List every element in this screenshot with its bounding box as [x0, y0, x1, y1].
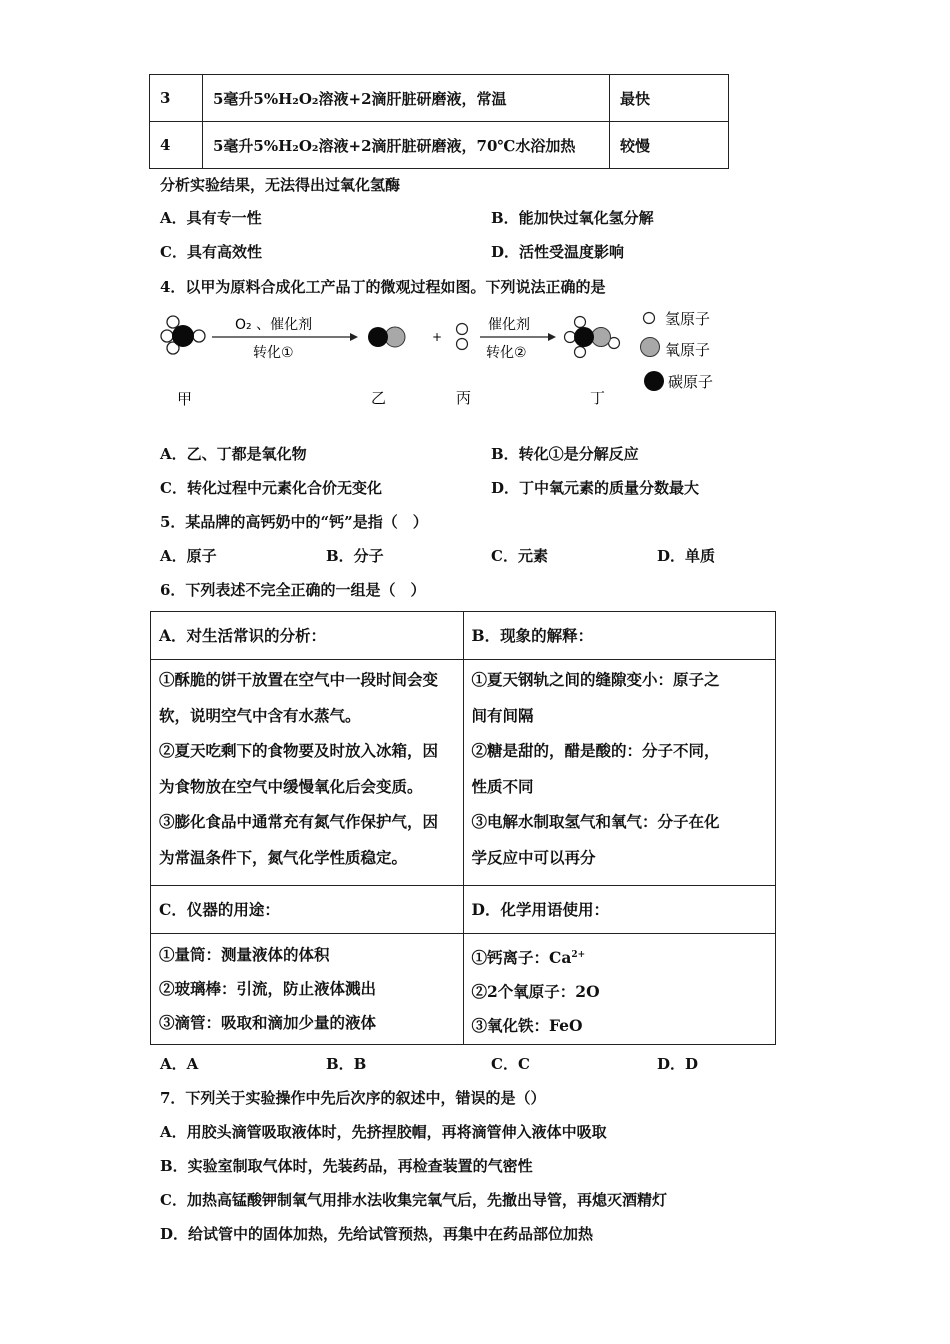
legend-carbon: 碳原子 [668, 373, 714, 391]
q3-option-c[interactable]: C．具有高效性 [160, 243, 262, 261]
c-line-2: ②玻璃棒：引流，防止液体溅出 [159, 979, 377, 998]
cell-d-header: D．化学用语使用： [463, 886, 776, 934]
q3-option-a[interactable]: A．具有专一性 [160, 209, 262, 227]
q4-option-a[interactable]: A．乙、丁都是氧化物 [160, 445, 307, 463]
row-condition: 5毫升5%H₂O₂溶液+2滴肝脏研磨液，常温 [203, 75, 610, 122]
q3-option-d[interactable]: D．活性受温度影响 [491, 243, 625, 261]
carbon-atom-icon [644, 371, 664, 391]
table-row [150, 122, 729, 169]
row-number: 4 [150, 122, 203, 169]
a-line-1: ①酥脆的饼干放置在空气中一段时间会变 [159, 670, 439, 689]
table-row [151, 886, 776, 934]
q7-stem: 7．下列关于实验操作中先后次序的叙述中，错误的是（） [160, 1089, 546, 1107]
q4-option-b[interactable]: B．转化①是分解反应 [491, 445, 639, 463]
a-line-5: ③膨化食品中通常充有氮气作保护气，因 [159, 812, 439, 831]
q7-option-b[interactable]: B．实验室制取气体时，先装药品，再检查装置的气密性 [160, 1157, 533, 1175]
b-line-2: 间有间隔 [471, 705, 534, 725]
molecule-jia [161, 316, 205, 354]
b-line-6: 学反应中可以再分 [471, 847, 596, 867]
c-line-1: ①量筒：测量液体的体积 [159, 945, 330, 964]
b-line-4: 性质不同 [471, 776, 534, 796]
q3-option-b[interactable]: B．能加快过氧化氢分解 [491, 209, 654, 227]
a-line-6: 为常温条件下，氮气化学性质稳定。 [159, 847, 408, 867]
arrow1-top-label: O₂ 、催化剂 [235, 317, 313, 333]
label-bing: 丙 [456, 389, 472, 407]
label-yi: 乙 [371, 389, 387, 407]
b-line-1: ①夏天钢轨之间的缝隙变小：原子之 [471, 670, 720, 689]
c-line-3: ③滴管：吸取和滴加少量的液体 [159, 1013, 377, 1032]
q7-option-a[interactable]: A．用胶头滴管吸取液体时，先挤捏胶帽，再将滴管伸入液体中吸取 [160, 1123, 607, 1141]
legend-oxygen: 氧原子 [665, 341, 711, 359]
q6-option-c[interactable]: C．C [491, 1055, 530, 1073]
legend-hydrogen: 氢原子 [665, 310, 711, 328]
arrow-conversion-2 [480, 316, 556, 361]
plus-sign: + [432, 330, 443, 344]
a-line-3: ②夏天吃剩下的食物要及时放入冰箱，因 [159, 741, 439, 760]
q5-option-c[interactable]: C．元素 [491, 547, 548, 565]
oxygen-atom-icon [641, 338, 660, 357]
table-row [150, 75, 729, 122]
arrow2-bottom-label: 转化② [486, 345, 527, 361]
q6-option-b[interactable]: B．B [326, 1055, 367, 1073]
q3-stem-tail: 分析实验结果，无法得出过氧化氢酶 [160, 176, 401, 194]
a-line-4: 为食物放在空气中缓慢氧化后会变质。 [159, 776, 423, 796]
row-condition: 5毫升5%H₂O₂溶液+2滴肝脏研磨液，70℃水浴加热 [203, 122, 610, 169]
table-row [151, 612, 776, 660]
molecule-ding [565, 317, 620, 358]
q5-stem: 5．某品牌的高钙奶中的“钙”是指（ ） [160, 513, 428, 531]
q6-stem: 6．下列表述不完全正确的一组是（ ） [160, 581, 426, 599]
q5-option-b[interactable]: B．分子 [326, 547, 384, 565]
table-row [151, 660, 776, 886]
d-line-1: ①钙离子：$Ca^{2+}$ [471, 948, 586, 968]
q6-table [150, 611, 776, 1045]
q7-option-c[interactable]: C．加热高锰酸钾制氧气用排水法收集完氧气后，先撤出导管，再熄灭酒精灯 [160, 1191, 667, 1209]
q5-option-d[interactable]: D．单质 [657, 547, 716, 565]
b-line-3: ②糖是甜的，醋是酸的：分子不同， [471, 741, 720, 760]
d-line-3: ③氧化铁：FeO [471, 1016, 583, 1036]
d-line-2: ②2个氧原子：2O [471, 982, 600, 1002]
cell-c-header: C．仪器的用途： [151, 886, 464, 934]
label-ding: 丁 [590, 389, 606, 407]
table-row [151, 934, 776, 1045]
molecule-yi [368, 327, 405, 347]
molecule-bing [457, 324, 468, 350]
q5-option-a[interactable]: A．原子 [160, 547, 217, 565]
hydrogen-atom-icon [644, 313, 655, 324]
reaction-diagram [150, 305, 750, 415]
experiment-table [149, 74, 729, 169]
b-line-5: ③电解水制取氢气和氧气：分子在化 [471, 812, 720, 831]
arrow-conversion-1 [212, 316, 358, 361]
q4-option-d[interactable]: D．丁中氧元素的质量分数最大 [491, 479, 700, 497]
row-number: 3 [150, 75, 203, 122]
row-result: 最快 [610, 75, 729, 122]
cell-a-header: A．对生活常识的分析： [151, 612, 464, 660]
arrow2-top-label: 催化剂 [488, 317, 530, 333]
q6-option-a[interactable]: A．A [160, 1055, 199, 1073]
q4-option-c[interactable]: C．转化过程中元素化合价无变化 [160, 479, 382, 497]
q6-option-d[interactable]: D．D [657, 1055, 699, 1073]
arrow1-bottom-label: 转化① [253, 345, 294, 361]
cell-b-header: B．现象的解释： [463, 612, 776, 660]
label-jia: 甲 [177, 390, 193, 408]
q4-stem: 4．以甲为原料合成化工产品丁的微观过程如图。下列说法正确的是 [160, 278, 606, 296]
q7-option-d[interactable]: D．给试管中的固体加热，先给试管预热，再集中在药品部位加热 [160, 1225, 594, 1243]
a-line-2: 软，说明空气中含有水蒸气。 [159, 705, 361, 725]
row-result: 较慢 [610, 122, 729, 169]
atom-legend [641, 310, 714, 391]
